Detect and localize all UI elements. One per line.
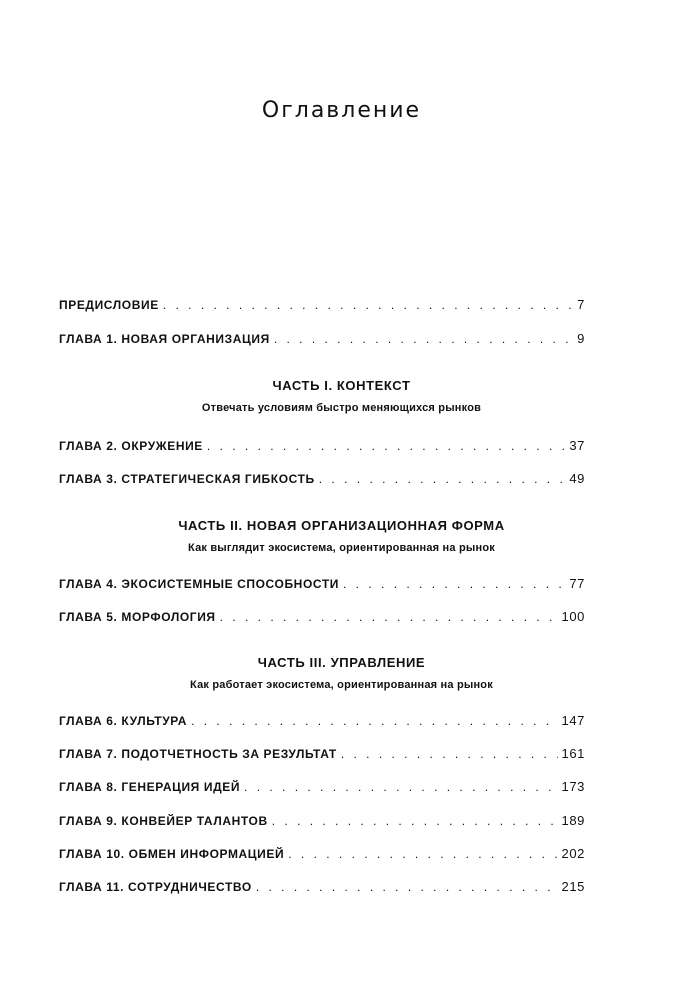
part-title: ЧАСТЬ II. НОВАЯ ОРГАНИЗАЦИОННАЯ ФОРМА — [178, 518, 505, 533]
toc-entry-page: 161 — [561, 746, 585, 761]
toc-entry-label: ГЛАВА 2. ОКРУЖЕНИЕ — [59, 439, 203, 453]
part-subtitle: Отвечать условиям быстро меняющихся рынков — [201, 402, 482, 414]
toc-entry-label: ГЛАВА 6. КУЛЬТУРА — [59, 714, 188, 728]
toc-entry-chapter-1[interactable] — [59, 331, 585, 351]
toc-entry-page: 173 — [561, 779, 585, 794]
toc-entry-page: 147 — [561, 713, 585, 728]
toc-entry-page: 215 — [561, 879, 585, 894]
part-title: ЧАСТЬ I. КОНТЕКСТ — [272, 378, 411, 393]
leader-dots — [256, 880, 558, 894]
toc-entry-page: 77 — [569, 576, 585, 591]
toc-entry-page: 37 — [569, 438, 585, 453]
toc-entry-label: ГЛАВА 7. ПОДОТЧЕТНОСТЬ ЗА РЕЗУЛЬТАТ — [59, 747, 337, 761]
part-title: ЧАСТЬ III. УПРАВЛЕНИЕ — [257, 655, 426, 670]
toc-entry-preface[interactable] — [59, 297, 585, 317]
leader-dots — [220, 610, 558, 624]
toc-entry-label: ГЛАВА 11. СОТРУДНИЧЕСТВО — [59, 880, 252, 894]
toc-entry-chapter-3[interactable] — [59, 471, 585, 491]
toc-entry-label: ПРЕДИСЛОВИЕ — [59, 298, 159, 312]
leader-dots — [207, 439, 565, 453]
toc-entry-chapter-11[interactable] — [59, 879, 585, 899]
leader-dots — [274, 332, 573, 346]
toc-entry-chapter-8[interactable] — [59, 779, 585, 799]
toc-entry-page: 49 — [569, 471, 585, 486]
toc-entry-label: ГЛАВА 3. СТРАТЕГИЧЕСКАЯ ГИБКОСТЬ — [59, 472, 315, 486]
toc-entry-label: ГЛАВА 8. ГЕНЕРАЦИЯ ИДЕЙ — [59, 780, 241, 794]
toc-entry-chapter-6[interactable] — [59, 713, 585, 733]
toc-entry-label: ГЛАВА 4. ЭКОСИСТЕМНЫЕ СПОСОБНОСТИ — [59, 577, 340, 591]
toc-entry-chapter-7[interactable] — [59, 746, 585, 766]
page-title: Оглавление — [261, 98, 422, 123]
leader-dots — [191, 714, 557, 728]
toc-entry-label: ГЛАВА 9. КОНВЕЙЕР ТАЛАНТОВ — [59, 814, 268, 828]
toc-entry-chapter-4[interactable] — [59, 576, 585, 596]
part-subtitle: Как работает экосистема, ориентированная на рынок — [190, 679, 493, 691]
toc-entry-chapter-10[interactable] — [59, 846, 585, 866]
toc-entry-chapter-9[interactable] — [59, 813, 585, 833]
toc-entry-label: ГЛАВА 10. ОБМЕН ИНФОРМАЦИЕЙ — [59, 847, 285, 861]
toc-entry-label: ГЛАВА 1. НОВАЯ ОРГАНИЗАЦИЯ — [59, 332, 270, 346]
leader-dots — [341, 747, 558, 761]
toc-entry-chapter-2[interactable] — [59, 438, 585, 458]
toc-entry-page: 202 — [561, 846, 585, 861]
leader-dots — [163, 298, 573, 312]
leader-dots — [319, 472, 566, 486]
leader-dots — [244, 780, 557, 794]
toc-entry-page: 189 — [561, 813, 585, 828]
leader-dots — [272, 814, 558, 828]
toc-entry-page: 7 — [577, 297, 585, 312]
toc-entry-label: ГЛАВА 5. МОРФОЛОГИЯ — [59, 610, 216, 624]
toc-entry-page: 100 — [561, 609, 585, 624]
toc-entry-page: 9 — [577, 331, 585, 346]
toc-entry-chapter-5[interactable] — [59, 609, 585, 629]
leader-dots — [343, 577, 565, 591]
part-subtitle: Как выглядит экосистема, ориентированная на рынок — [188, 542, 495, 554]
leader-dots — [288, 847, 557, 861]
